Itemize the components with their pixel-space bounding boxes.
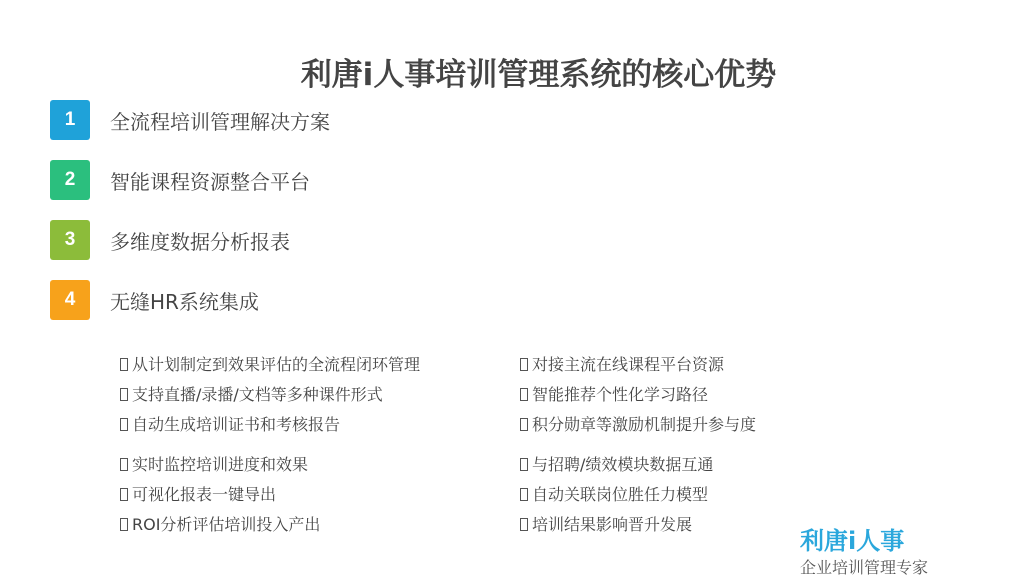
- detail-text: 可视化报表一键导出: [132, 485, 277, 504]
- bullet-icon: [120, 358, 128, 371]
- detail-item: [120, 485, 276, 505]
- feature-label: 智能课程资源整合平台: [110, 169, 310, 194]
- feature-label: 全流程培训管理解决方案: [110, 109, 330, 134]
- feature-item-1: [50, 100, 330, 140]
- feature-label: 多维度数据分析报表: [110, 229, 290, 254]
- detail-text: 实时监控培训进度和效果: [132, 455, 309, 474]
- detail-item: [120, 385, 383, 405]
- feature-number-badge: 3: [50, 220, 90, 260]
- detail-text: 与招聘/绩效模块数据互通: [532, 455, 714, 474]
- bullet-icon: [520, 388, 528, 401]
- bullet-icon: [120, 488, 128, 501]
- bullet-icon: [120, 418, 128, 431]
- detail-text: 积分勋章等激励机制提升参与度: [532, 415, 757, 434]
- bullet-icon: [520, 358, 528, 371]
- feature-number-badge: 2: [50, 160, 90, 200]
- feature-item-4: [50, 280, 259, 320]
- detail-text: 支持直播/录播/文档等多种课件形式: [132, 385, 383, 404]
- detail-text: 自动生成培训证书和考核报告: [132, 415, 341, 434]
- detail-text: 智能推荐个性化学习路径: [532, 385, 709, 404]
- detail-item: [520, 485, 708, 505]
- detail-text: 从计划制定到效果评估的全流程闭环管理: [132, 355, 421, 374]
- bullet-icon: [520, 488, 528, 501]
- detail-text: 对接主流在线课程平台资源: [532, 355, 725, 374]
- detail-text: 培训结果影响晋升发展: [532, 515, 693, 534]
- detail-item: [120, 455, 308, 475]
- detail-item: [520, 515, 692, 535]
- detail-item: [520, 385, 708, 405]
- page-title: 利唐i人事培训管理系统的核心优势: [300, 57, 777, 93]
- detail-item: [120, 515, 320, 535]
- detail-item: [520, 355, 724, 375]
- detail-item: [120, 355, 420, 375]
- feature-item-3: [50, 220, 290, 260]
- bullet-icon: [520, 518, 528, 531]
- bullet-icon: [120, 458, 128, 471]
- bullet-icon: [120, 388, 128, 401]
- detail-item: [520, 415, 756, 435]
- bullet-icon: [520, 418, 528, 431]
- brand-tagline: 企业培训管理专家: [800, 558, 929, 577]
- feature-item-2: [50, 160, 310, 200]
- detail-text: 自动关联岗位胜任力模型: [532, 485, 709, 504]
- bullet-icon: [120, 518, 128, 531]
- bullet-icon: [520, 458, 528, 471]
- brand-name: 利唐i人事: [800, 527, 905, 555]
- detail-text: ROI分析评估培训投入产出: [132, 515, 321, 534]
- feature-number-badge: 4: [50, 280, 90, 320]
- detail-item: [520, 455, 713, 475]
- feature-label: 无缝HR系统集成: [110, 289, 259, 314]
- detail-item: [120, 415, 340, 435]
- feature-number-badge: 1: [50, 100, 90, 140]
